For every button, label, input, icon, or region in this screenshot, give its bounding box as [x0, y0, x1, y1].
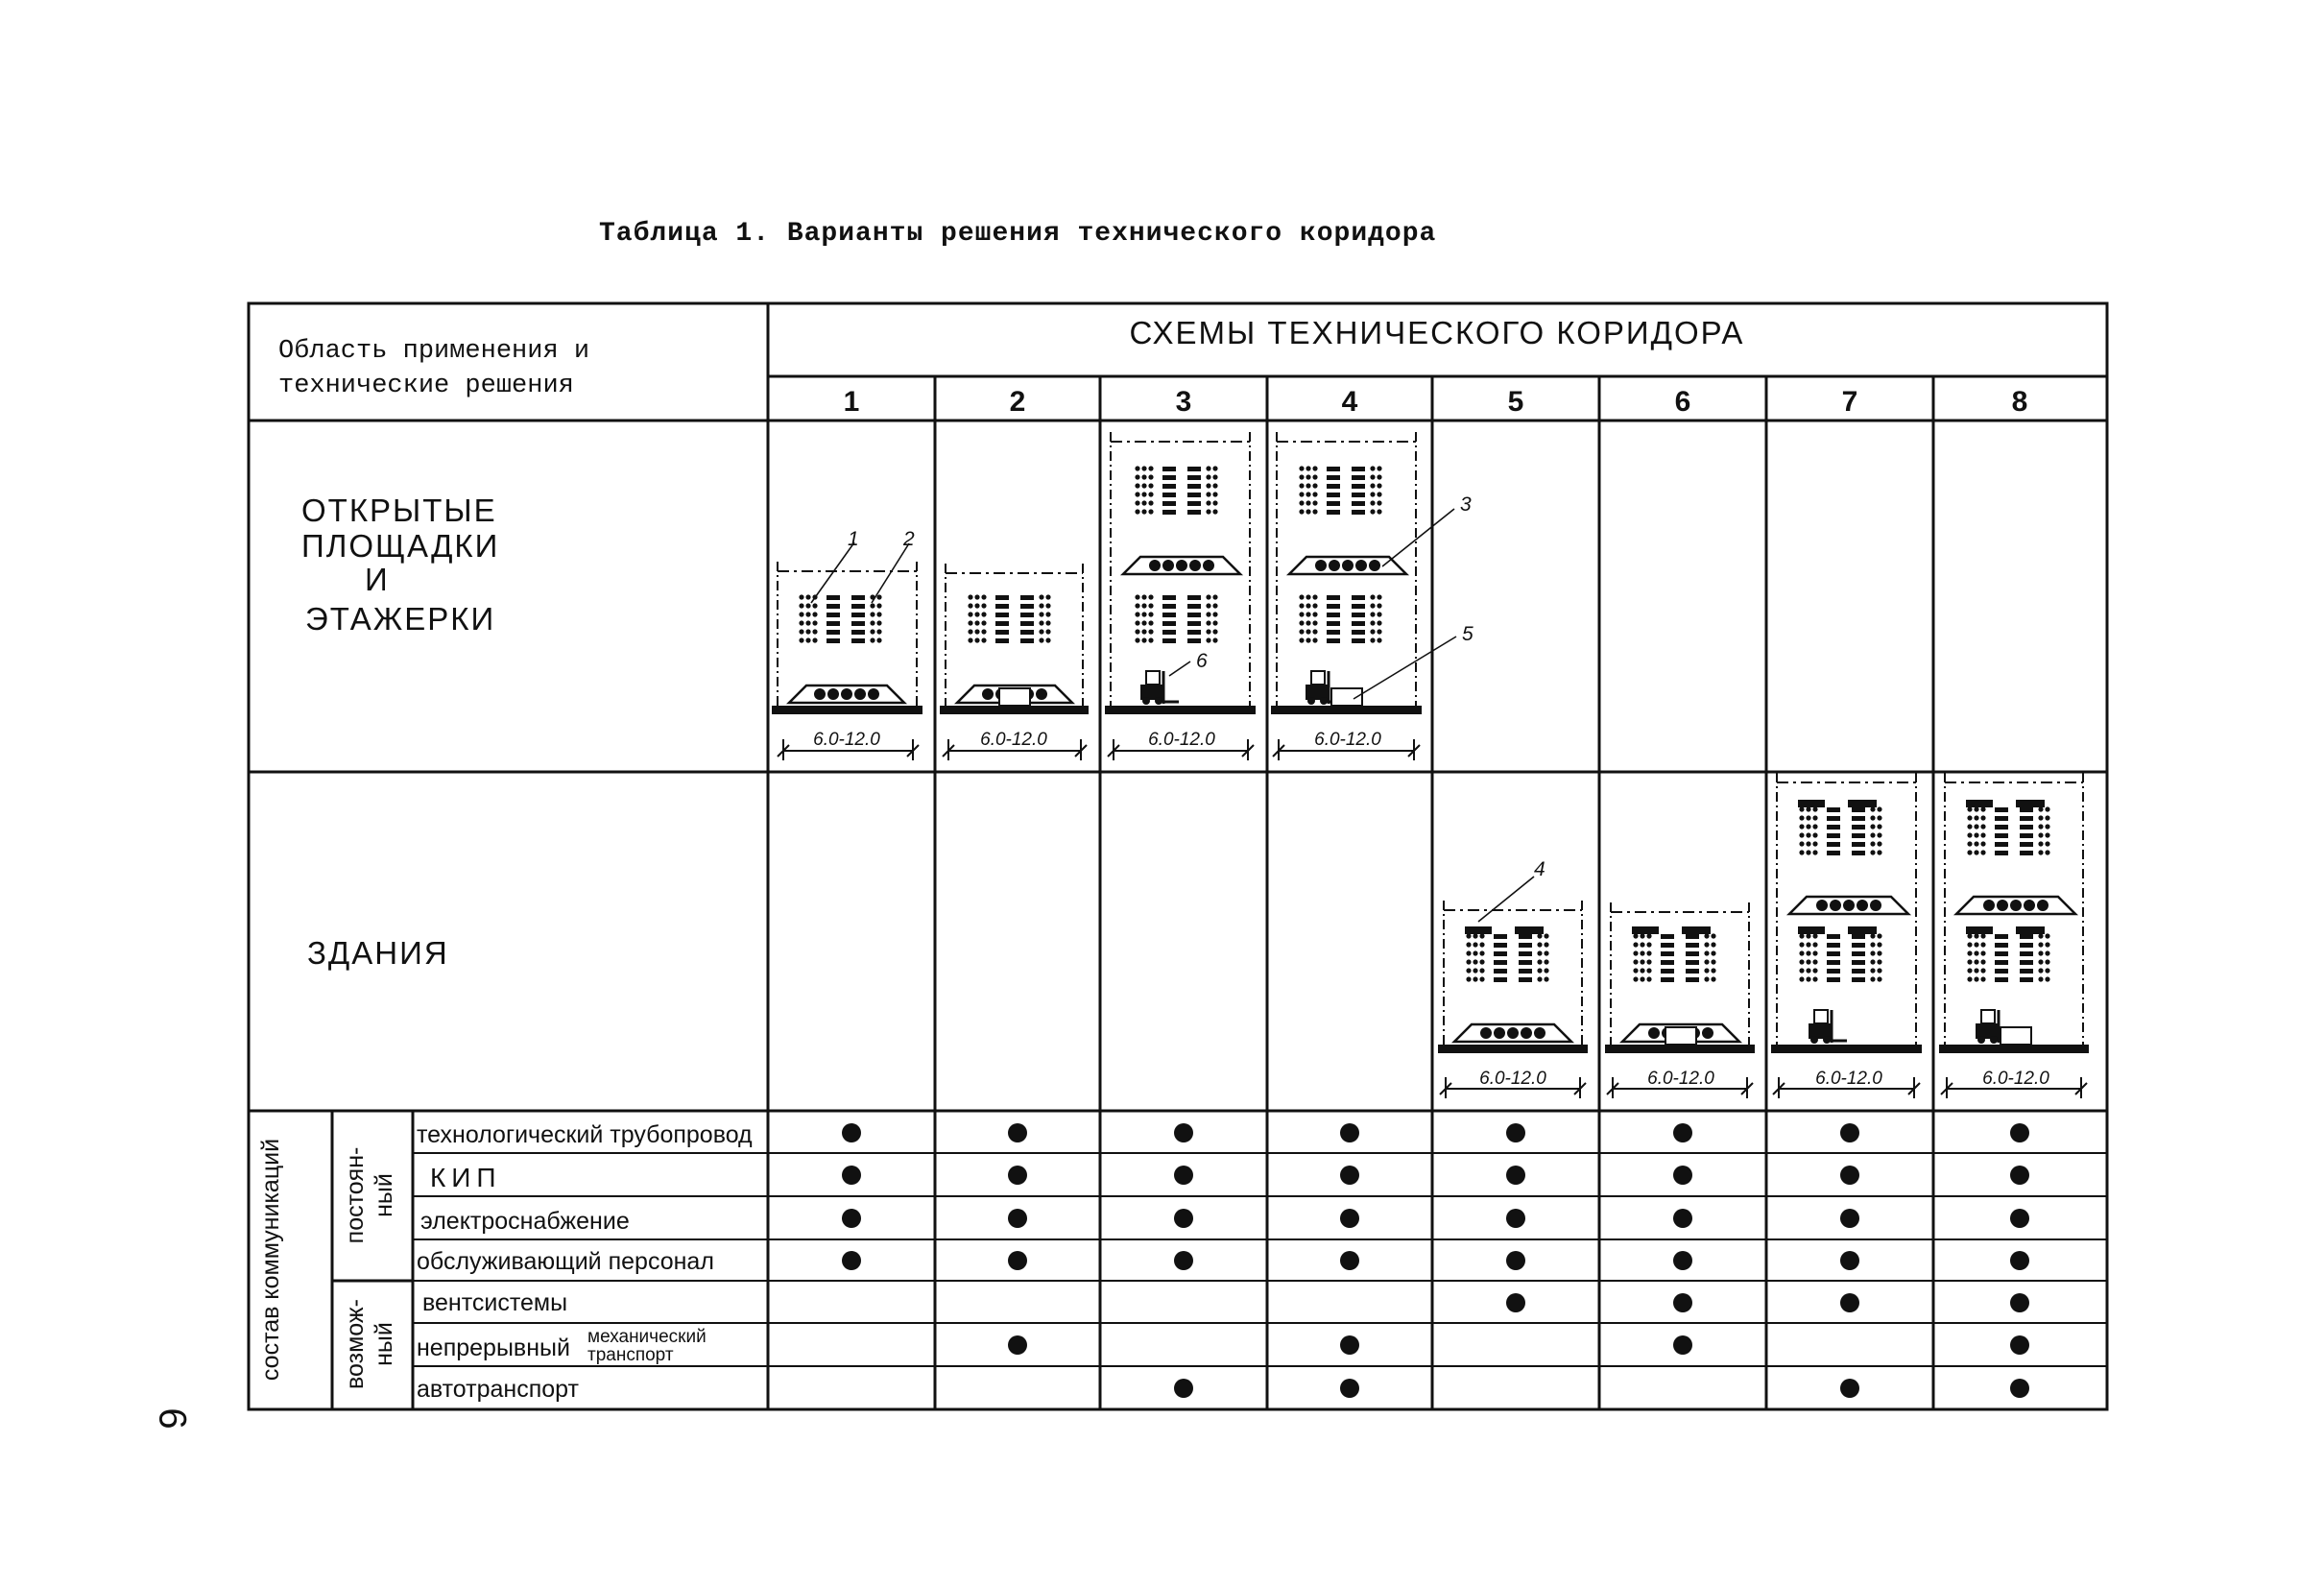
- cable-tray: [1789, 897, 1908, 914]
- dimension-label: 6.0-12.0: [1148, 730, 1215, 750]
- scheme-number: 3: [1175, 386, 1192, 418]
- open-sites-line4: ЭТАЖЕРКИ: [305, 601, 496, 637]
- mark-dot: [1340, 1251, 1359, 1270]
- scheme-number: 6: [1674, 386, 1691, 418]
- callout-3: 3: [1460, 493, 1472, 516]
- pipe-bundle: [1798, 926, 1882, 982]
- pipe-bundle: [1966, 800, 2050, 855]
- callout-5: 5: [1462, 623, 1473, 645]
- mark-dot: [1008, 1335, 1027, 1355]
- mark-dot: [1174, 1251, 1193, 1270]
- callout-4: 4: [1534, 858, 1545, 880]
- scheme-number: 2: [1009, 386, 1026, 418]
- mark-dot: [842, 1123, 861, 1142]
- mark-dot: [1840, 1209, 1859, 1228]
- mark-dot: [1840, 1293, 1859, 1312]
- conveyor-box: [999, 688, 1030, 706]
- possible-label-line1: возмож-: [342, 1299, 369, 1389]
- composition-label: [257, 1139, 284, 1381]
- mark-dot: [1506, 1123, 1525, 1142]
- pipe-bundle: [1299, 466, 1381, 515]
- mark-dot: [1008, 1209, 1027, 1228]
- permanent-label-line2: ный: [371, 1173, 397, 1217]
- mark-dot: [2010, 1209, 2029, 1228]
- table-frame: [249, 303, 2107, 1409]
- mark-dot: [2010, 1379, 2029, 1398]
- row-label: автотранспорт: [417, 1376, 579, 1403]
- callout-2: 2: [903, 528, 915, 550]
- pipe-bundle: [1465, 926, 1549, 982]
- marks-layer: [842, 1123, 2029, 1398]
- page-number: 6: [151, 1407, 194, 1430]
- dimension-label: 6.0-12.0: [1479, 1069, 1546, 1089]
- row-label: технологический трубопровод: [417, 1121, 753, 1148]
- buildings-label: ЗДАНИЯ: [307, 935, 449, 971]
- mark-dot: [842, 1251, 861, 1270]
- row-label: электроснабжение: [420, 1208, 630, 1235]
- mark-dot: [1673, 1251, 1692, 1270]
- mark-dot: [842, 1209, 861, 1228]
- mark-dot: [1840, 1166, 1859, 1185]
- cable-tray: [1289, 557, 1406, 574]
- mark-dot: [1008, 1123, 1027, 1142]
- mark-dot: [1174, 1166, 1193, 1185]
- mark-dot: [1673, 1166, 1692, 1185]
- pipe-bundle: [1299, 594, 1381, 643]
- vehicle-icon: [1140, 671, 1179, 705]
- mark-dot: [2010, 1293, 2029, 1312]
- callouts: [848, 493, 1545, 880]
- mark-dot: [1673, 1123, 1692, 1142]
- mark-dot: [2010, 1335, 2029, 1355]
- mark-dot: [2010, 1251, 2029, 1270]
- conveyor-box: [2001, 1027, 2031, 1045]
- open-sites-line2: ПЛОЩАДКИ: [301, 528, 500, 564]
- table-grid: [249, 303, 2107, 1409]
- scheme-drawings: [772, 432, 2089, 1098]
- mark-dot: [1174, 1379, 1193, 1398]
- composition-label-word1: состав коммуникаций: [257, 1138, 284, 1382]
- mark-dot: [1506, 1166, 1525, 1185]
- mark-dot: [1673, 1293, 1692, 1312]
- vehicle-icon: [1809, 1010, 1847, 1044]
- scheme-number: 8: [2011, 386, 2028, 418]
- row-label: вентсистемы: [422, 1289, 568, 1316]
- mark-dot: [1008, 1166, 1027, 1185]
- row-label: обслуживающий персонал: [417, 1248, 714, 1275]
- dimension-label: 6.0-12.0: [1815, 1069, 1882, 1089]
- header-area-line1: Область применения и: [278, 337, 590, 366]
- row-label: КИП: [430, 1163, 502, 1192]
- dimension-label: 6.0-12.0: [1314, 730, 1381, 750]
- mark-dot: [1840, 1123, 1859, 1142]
- possible-label-line2: ный: [371, 1322, 397, 1366]
- scheme-number: 1: [843, 386, 860, 418]
- pipe-bundle: [1135, 466, 1217, 515]
- mark-dot: [1506, 1251, 1525, 1270]
- mark-dot: [1506, 1209, 1525, 1228]
- permanent-label-line1: постоян-: [342, 1146, 369, 1244]
- scheme-number: 5: [1507, 386, 1524, 418]
- mark-dot: [1673, 1209, 1692, 1228]
- mark-dot: [1840, 1251, 1859, 1270]
- scheme-number: 7: [1841, 386, 1858, 418]
- mark-dot: [842, 1166, 861, 1185]
- mark-dot: [1506, 1293, 1525, 1312]
- row-label-extra: транспорт: [587, 1345, 674, 1365]
- mark-dot: [1840, 1379, 1859, 1398]
- row-labels: [417, 1121, 753, 1403]
- pipe-bundle: [1966, 926, 2050, 982]
- mark-dot: [1340, 1166, 1359, 1185]
- mark-dot: [1008, 1251, 1027, 1270]
- callout-6: 6: [1196, 650, 1208, 672]
- open-sites-line3: И: [365, 562, 390, 597]
- pipe-bundle: [1798, 800, 1882, 855]
- dimension-label: 6.0-12.0: [813, 730, 880, 750]
- mark-dot: [2010, 1166, 2029, 1185]
- cable-tray: [1123, 557, 1240, 574]
- cable-tray: [1454, 1024, 1571, 1042]
- mark-dot: [1673, 1335, 1692, 1355]
- pipe-bundle: [1135, 594, 1217, 643]
- mark-dot: [1174, 1209, 1193, 1228]
- dimension-label: 6.0-12.0: [1647, 1069, 1714, 1089]
- conveyor-box: [1665, 1027, 1696, 1045]
- scheme-numbers: [844, 386, 2028, 418]
- mark-dot: [2010, 1123, 2029, 1142]
- schemes-title: СХЕМЫ ТЕХНИЧЕСКОГО КОРИДОРА: [1129, 315, 1745, 350]
- cable-tray: [789, 685, 904, 703]
- row-label: непрерывный: [417, 1335, 570, 1361]
- row-label-extra: механический: [587, 1327, 707, 1347]
- mark-dot: [1340, 1123, 1359, 1142]
- mark-dot: [1340, 1379, 1359, 1398]
- dimension-label: 6.0-12.0: [980, 730, 1047, 750]
- mark-dot: [1174, 1123, 1193, 1142]
- dimension-label: 6.0-12.0: [1982, 1069, 2049, 1089]
- pipe-bundle: [1632, 926, 1716, 982]
- cable-tray: [1956, 897, 2075, 914]
- scheme-number: 4: [1341, 386, 1358, 418]
- mark-dot: [1340, 1335, 1359, 1355]
- callout-1: 1: [848, 528, 859, 550]
- table-caption: Таблица 1. Варианты решения технического коридора: [599, 219, 1437, 249]
- pipe-bundle: [968, 594, 1050, 643]
- header-area-line2: технические решения: [278, 372, 574, 400]
- mark-dot: [1340, 1209, 1359, 1228]
- open-sites-line1: ОТКРЫТЫЕ: [301, 493, 497, 528]
